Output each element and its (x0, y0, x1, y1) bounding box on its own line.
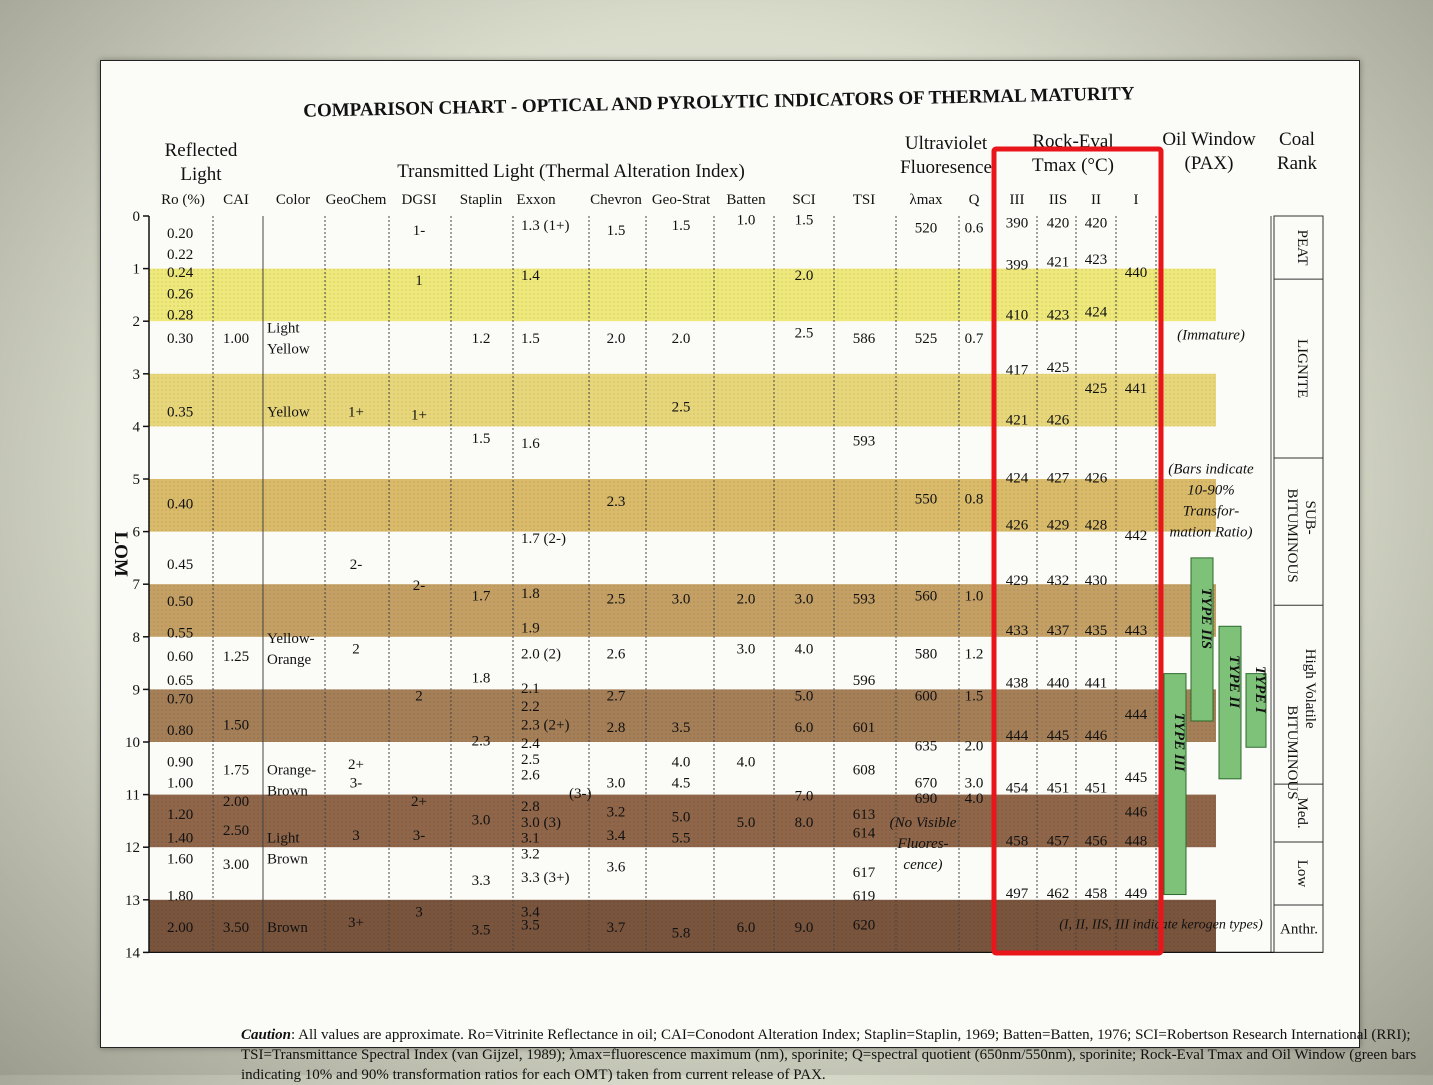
cell-chevron: 3.6 (606, 859, 626, 876)
cell-cai: 3.50 (222, 920, 250, 937)
cell-t3: 424 (1005, 470, 1029, 487)
cell-geostrat: 4.0 (671, 754, 691, 771)
cell-staplin: 1.8 (471, 670, 491, 687)
cell-t2s: 421 (1046, 254, 1070, 271)
cell-lmax: 670 (914, 775, 938, 792)
cell-t3: 417 (1005, 362, 1029, 379)
cell-color: Yellow (267, 341, 310, 358)
cell-t3: 458 (1005, 833, 1029, 850)
cell-lmax: 635 (914, 738, 938, 755)
cell-t2: 430 (1084, 572, 1108, 589)
cell-ro: 0.20 (167, 225, 194, 242)
cell-exxon: 2.1 (521, 680, 540, 697)
cell-color: Brown (267, 783, 308, 800)
cell-ro: 0.24 (167, 265, 194, 282)
cell-staplin: 1.2 (471, 330, 491, 347)
cell-sci: 8.0 (794, 814, 814, 831)
cell-t2: 451 (1084, 780, 1108, 797)
cell-ro: 0.50 (167, 593, 194, 610)
cell-tsi: 613 (852, 807, 876, 824)
cell-ro: 0.70 (167, 691, 194, 708)
cell-chevron: 3.4 (606, 828, 626, 845)
cell-t2: 446 (1084, 728, 1108, 745)
cell-lmax: 520 (914, 220, 938, 237)
cell-staplin: 3.0 (471, 812, 491, 829)
header-transmitted-light: Transmitted Light (Thermal Alteration Index) (397, 161, 745, 182)
cell-dgsi: 3- (412, 828, 426, 845)
header-coal-rank-1: Coal (1279, 129, 1315, 150)
cell-sci: 3.0 (794, 591, 814, 608)
type-bar-label: TYPE I (1252, 665, 1268, 713)
cell-t2s: 437 (1046, 622, 1070, 639)
cell-geochem: 3 (352, 828, 360, 845)
cell-dgsi: 1- (412, 223, 426, 240)
cell-dgsi: 2 (415, 688, 423, 705)
cell-q: 3.0 (964, 775, 984, 792)
cell-geostrat: 3.5 (671, 720, 691, 737)
cell-batten: 3.0 (736, 641, 756, 658)
cell-t2s: 423 (1046, 307, 1070, 324)
cell-exxon: 2.6 (521, 767, 540, 784)
column-label-q: Q (968, 192, 980, 208)
column-label-batten: Batten (726, 192, 766, 208)
cell-exxon: 1.3 (1+) (521, 217, 570, 234)
header-uv-2: Fluoresence (900, 157, 992, 178)
cell-staplin: 3.3 (471, 872, 491, 889)
column-label-t2s: IIS (1048, 192, 1068, 208)
cell-geostrat: 5.8 (671, 925, 691, 942)
cell-lmax: 525 (914, 330, 938, 347)
caution-lead: Caution (241, 1027, 292, 1043)
cell-t1: 444 (1124, 707, 1148, 724)
cell-batten: 1.0 (736, 212, 756, 229)
cell-exxon: 1.5 (521, 330, 540, 347)
cell-geochem: 2 (352, 641, 360, 658)
cell-ro: 1.80 (167, 888, 194, 905)
cell-geostrat: 1.5 (671, 217, 691, 234)
cell-staplin: 2.3 (471, 733, 491, 750)
column-label-staplin: Staplin (459, 192, 503, 208)
cell-ro: 0.35 (167, 404, 194, 421)
cell-t3: 429 (1005, 572, 1029, 589)
cell-ro: 0.45 (167, 557, 194, 574)
cell-dgsi: 2- (412, 578, 426, 595)
cell-chevron: 3.7 (606, 920, 626, 937)
cell-cai: 1.50 (222, 717, 250, 734)
cell-exxon: 3.3 (3+) (521, 870, 570, 887)
cell-ro: 1.20 (167, 807, 194, 824)
cell-t2: 423 (1084, 252, 1108, 269)
lom-tick-label: 11 (125, 787, 140, 804)
cell-exxon: 3.4 (521, 904, 540, 921)
cell-ro: 0.26 (167, 286, 194, 303)
cell-t1: 446 (1124, 804, 1148, 821)
cell-cai: 1.25 (222, 649, 250, 666)
cell-tsi: 593 (852, 591, 876, 608)
cell-t2s: 440 (1046, 675, 1070, 692)
column-label-t3: III (1009, 192, 1025, 208)
column-label-chevron: Chevron (590, 192, 642, 208)
cell-chevron: 2.5 (606, 591, 626, 608)
column-label-geochem: GeoChem (325, 192, 387, 208)
cell-color: Yellow- (267, 630, 315, 647)
oil-window-immature: (Immature) (1177, 327, 1245, 344)
cell-sci: 7.0 (794, 788, 814, 805)
oil-window-bars-note: (Bars indicate (1168, 461, 1254, 478)
cell-t3: 426 (1005, 517, 1029, 534)
cell-color: Brown (267, 920, 308, 937)
coal-rank-label: SUB- (1302, 500, 1318, 535)
cell-t1: 442 (1124, 528, 1148, 545)
cell-ro: 1.00 (167, 775, 194, 792)
cell-sci: 4.0 (794, 641, 814, 658)
cell-t2: 441 (1084, 675, 1108, 692)
cell-q: 0.6 (964, 220, 984, 237)
header-coal-rank-2: Rank (1276, 153, 1318, 174)
kerogen-note: (I, II, IIS, III indicate kerogen types) (1059, 917, 1263, 933)
cell-t1: 440 (1124, 265, 1148, 282)
cell-ro: 0.22 (167, 246, 194, 263)
cell-lmax: 550 (914, 491, 938, 508)
uv-note: Fluores- (897, 835, 949, 852)
cell-geochem: 3- (349, 775, 363, 792)
header-uv-1: Ultraviolet (904, 133, 988, 154)
cell-t3: 410 (1005, 307, 1029, 324)
cell-geostrat: 2.0 (671, 330, 691, 347)
cell-t2s: 429 (1046, 517, 1070, 534)
cell-tsi: 620 (852, 917, 876, 934)
header-rock-eval-2: Tmax (°C) (1032, 155, 1114, 176)
cell-t2: 456 (1084, 833, 1108, 850)
uv-note: (No Visible (889, 814, 957, 831)
cell-cai: 2.00 (222, 793, 250, 810)
cell-t2: 425 (1084, 380, 1108, 397)
column-label-dgsi: DGSI (401, 192, 437, 208)
column-label-tsi: TSI (852, 192, 876, 208)
lom-tick-label: 3 (132, 366, 140, 383)
cell-cai: 2.50 (222, 822, 250, 839)
column-label-geostrat: Geo-Strat (651, 192, 711, 208)
cell-ro: 1.60 (167, 851, 194, 868)
cell-staplin: 1.5 (471, 430, 491, 447)
cell-t3: 444 (1005, 728, 1029, 745)
cell-lmax: 580 (914, 646, 938, 663)
coal-rank-label: Low (1294, 859, 1310, 888)
chart-title: COMPARISON CHART - OPTICAL AND PYROLYTIC INDICATORS OF THERMAL MATURITY (303, 83, 1135, 122)
caution-note (241, 1025, 1433, 1085)
cell-color: Light (267, 320, 300, 337)
lom-tick-label: 1 (132, 261, 140, 278)
cell-batten: 2.0 (736, 591, 756, 608)
oil-window-bars-note: 10-90% (1187, 482, 1235, 499)
cell-exxon: 2.0 (2) (521, 646, 561, 663)
caution-text: : All values are approximate. Ro=Vitrinite Reflectance in oil; CAI=Conodont Alteration Index; Staplin=Staplin, 1969; Batten=Batten, 1976; SCI=Robertson Research International (RRI); TSI=Transmittance Spectral Index (van Gijzel, 1989); λmax=fluorescence maximum (nm), sporinite; Q=spectral quotient (650nm/550nm), sporinite; Rock-Eval Tmax and Oil Window (green bars indicating 10% and 90% transformation ratios for each OMT) taken from current release of PAX. (241, 1027, 1417, 1083)
type-bar-label: TYPE II (1226, 655, 1242, 708)
oil-window-bars-note: Transfor- (1182, 503, 1240, 520)
cell-sci: 2.5 (794, 325, 814, 342)
cell-exxon: 1.6 (521, 436, 540, 453)
cell-t1: 445 (1124, 770, 1148, 787)
cell-q: 1.5 (964, 688, 984, 705)
cell-t3: 454 (1005, 780, 1029, 797)
column-label-sci: SCI (792, 192, 816, 208)
lom-tick-label: 5 (132, 472, 140, 488)
cell-sci: 5.0 (794, 688, 814, 705)
type-bar-label: TYPE III (1171, 712, 1187, 772)
cell-exxon: 2.8 (521, 799, 540, 816)
cell-q: 1.0 (964, 588, 984, 605)
cell-exxon: 1.7 (2-) (521, 530, 566, 547)
cell-t1: 443 (1124, 622, 1148, 639)
type-bar-label: TYPE IIS (1198, 587, 1214, 650)
lom-tick-label: 12 (125, 840, 140, 857)
cell-q: 2.0 (964, 738, 984, 755)
cell-chevron: 2.7 (606, 688, 626, 705)
cell-chevron: 1.5 (606, 223, 626, 240)
cell-q: 0.8 (964, 491, 984, 508)
oil-window-bars-note: mation Ratio) (1169, 524, 1253, 541)
coal-rank-label: PEAT (1294, 229, 1310, 266)
cell-chevron: 2.0 (606, 330, 626, 347)
column-label-t1: I (1133, 192, 1139, 208)
cell-t3: 390 (1005, 215, 1029, 232)
cell-chevron: 2.6 (606, 646, 626, 663)
header-oil-window-1: Oil Window (1162, 129, 1256, 150)
cell-cai: 1.00 (222, 330, 250, 347)
lom-tick-label: 10 (125, 735, 140, 751)
lom-tick-label: 4 (132, 419, 140, 436)
cell-exxon: 3.0 (3) (521, 814, 561, 831)
cell-ro: 0.30 (167, 330, 194, 347)
cell-t3: 421 (1005, 412, 1029, 429)
cell-sci: 6.0 (794, 720, 814, 737)
cell-t3: 497 (1005, 885, 1029, 902)
cell-ro: 0.90 (167, 754, 194, 771)
uv-note: cence) (903, 856, 943, 873)
cell-geostrat: 2.5 (671, 399, 691, 416)
cell-t2: 420 (1084, 215, 1108, 232)
cell-ro: 0.60 (167, 649, 194, 666)
cell-tsi: 617 (852, 864, 876, 881)
lom-tick-label: 8 (132, 629, 140, 646)
cell-ro: 0.55 (167, 625, 194, 642)
cell-exxon: 2.4 (521, 736, 540, 752)
cell-ro: 0.80 (167, 722, 194, 739)
cell-chevron: 2.3 (606, 494, 626, 511)
column-label-t2: II (1091, 192, 1101, 208)
thermal-maturity-chart (101, 61, 1359, 961)
cell-exxon: 1.8 (521, 586, 540, 603)
cell-t2: 435 (1084, 622, 1108, 639)
type-bar (1164, 674, 1186, 895)
column-label-exxon: Exxon (516, 192, 556, 208)
cell-t2s: 420 (1046, 215, 1070, 232)
cell-tsi: 593 (852, 433, 876, 450)
cell-color: Orange- (267, 762, 317, 779)
cell-t3: 399 (1005, 257, 1029, 274)
cell-chevron: 3.2 (606, 804, 626, 821)
cell-exxon: 2.3 (2+) (521, 717, 570, 734)
lom-tick-label: 14 (125, 945, 140, 961)
cell-sci: 1.5 (794, 212, 814, 229)
cell-t2s: 451 (1046, 780, 1070, 797)
cell-geochem: 1+ (348, 404, 364, 421)
cell-batten: 5.0 (736, 814, 756, 831)
cell-t2s: 462 (1046, 885, 1070, 902)
header-rock-eval-1: Rock-Eval (1032, 131, 1114, 152)
cell-geochem: 3+ (348, 914, 364, 931)
cell-batten: 4.0 (736, 754, 756, 771)
lom-tick-label: 6 (132, 524, 140, 541)
lom-tick-label: 13 (125, 892, 140, 909)
cell-q: 0.7 (964, 330, 984, 347)
cell-tsi: 601 (852, 720, 876, 737)
coal-rank-label: Med. (1294, 797, 1310, 829)
cell-t1: 448 (1124, 833, 1148, 850)
cell-dgsi: 2+ (411, 793, 427, 810)
cell-exxon: 1.4 (521, 267, 540, 284)
cell-geostrat: 5.0 (671, 809, 691, 826)
cell-sci: 2.0 (794, 267, 814, 284)
cell-exxon: 2.5 (521, 751, 540, 768)
header-reflected-light-1: Reflected (164, 140, 238, 161)
cell-t3: 438 (1005, 675, 1029, 692)
cell-dgsi: 3 (415, 904, 423, 921)
cell-color: Orange (267, 651, 312, 668)
cell-q: 1.2 (964, 646, 984, 663)
cell-ro: 0.65 (167, 672, 194, 689)
cell-lmax: 600 (914, 688, 938, 705)
cell-lmax: 690 (914, 791, 938, 808)
column-label-cai: CAI (223, 192, 249, 208)
cell-q: 4.0 (964, 791, 984, 808)
cell-exxon-extra: (3-) (569, 785, 592, 802)
cell-geostrat: 3.0 (671, 591, 691, 608)
cell-t2s: 425 (1046, 359, 1070, 376)
cell-batten: 6.0 (736, 920, 756, 937)
coal-rank-label: BITUMINOUS (1284, 488, 1300, 583)
cell-tsi: 608 (852, 762, 876, 779)
cell-t2: 428 (1084, 517, 1108, 534)
coal-rank-label: LIGNITE (1294, 338, 1310, 399)
cell-t1: 449 (1124, 885, 1148, 902)
cell-cai: 3.00 (222, 856, 250, 873)
cell-exxon: 3.2 (521, 846, 540, 863)
cell-ro: 0.40 (167, 496, 194, 513)
header-oil-window-2: (PAX) (1184, 153, 1234, 174)
column-label-ro: Ro (%) (161, 192, 205, 208)
cell-cai: 1.75 (222, 762, 250, 779)
cell-t2: 458 (1084, 885, 1108, 902)
cell-tsi: 614 (852, 825, 876, 842)
cell-ro: 0.28 (167, 307, 194, 324)
cell-color: Brown (267, 851, 308, 868)
cell-sci: 9.0 (794, 920, 814, 937)
column-label-color: Color (275, 192, 311, 208)
lom-tick-label: 0 (132, 209, 140, 225)
cell-geochem: 2- (349, 557, 363, 574)
cell-exxon: 2.2 (521, 699, 540, 716)
lom-tick-label: 2 (132, 314, 140, 331)
cell-t3: 433 (1005, 622, 1029, 639)
cell-exxon: 1.9 (521, 620, 540, 637)
coal-rank-label: High Volatile (1302, 648, 1318, 729)
cell-color: Yellow (267, 404, 310, 421)
cell-tsi: 619 (852, 888, 876, 905)
cell-t2s: 457 (1046, 833, 1070, 850)
cell-t2s: 445 (1046, 728, 1070, 745)
cell-geostrat: 5.5 (671, 830, 691, 847)
lom-tick-label: 9 (132, 682, 140, 699)
cell-staplin: 3.5 (471, 922, 491, 939)
cell-exxon: 3.1 (521, 830, 540, 847)
cell-chevron: 3.0 (606, 775, 626, 792)
cell-ro: 2.00 (167, 920, 194, 937)
cell-tsi: 596 (852, 672, 876, 689)
cell-dgsi: 1 (415, 273, 423, 290)
coal-rank-label: BITUMINOUS (1284, 705, 1300, 800)
chart-sheet (100, 60, 1417, 1083)
cell-t2: 426 (1084, 470, 1108, 487)
lom-axis-title: LOM (110, 531, 131, 577)
coal-rank-label: Anthr. (1280, 921, 1318, 938)
cell-color: Light (267, 830, 300, 847)
cell-t2: 424 (1084, 304, 1108, 321)
lom-tick-label: 7 (132, 577, 140, 594)
cell-staplin: 1.7 (471, 588, 491, 605)
cell-ro: 1.40 (167, 830, 194, 847)
cell-tsi: 586 (852, 330, 876, 347)
cell-dgsi: 1+ (411, 407, 427, 424)
cell-t2s: 432 (1046, 572, 1070, 589)
cell-t2s: 426 (1046, 412, 1070, 429)
cell-geochem: 2+ (348, 757, 364, 774)
header-reflected-light-2: Light (180, 164, 222, 185)
cell-chevron: 2.8 (606, 720, 626, 737)
column-label-lmax: λmax (909, 192, 943, 208)
cell-t2s: 427 (1046, 470, 1070, 487)
cell-lmax: 560 (914, 588, 938, 605)
cell-t1: 441 (1124, 380, 1148, 397)
cell-exxon: 3.5 (521, 917, 540, 934)
cell-geostrat: 4.5 (671, 775, 691, 792)
